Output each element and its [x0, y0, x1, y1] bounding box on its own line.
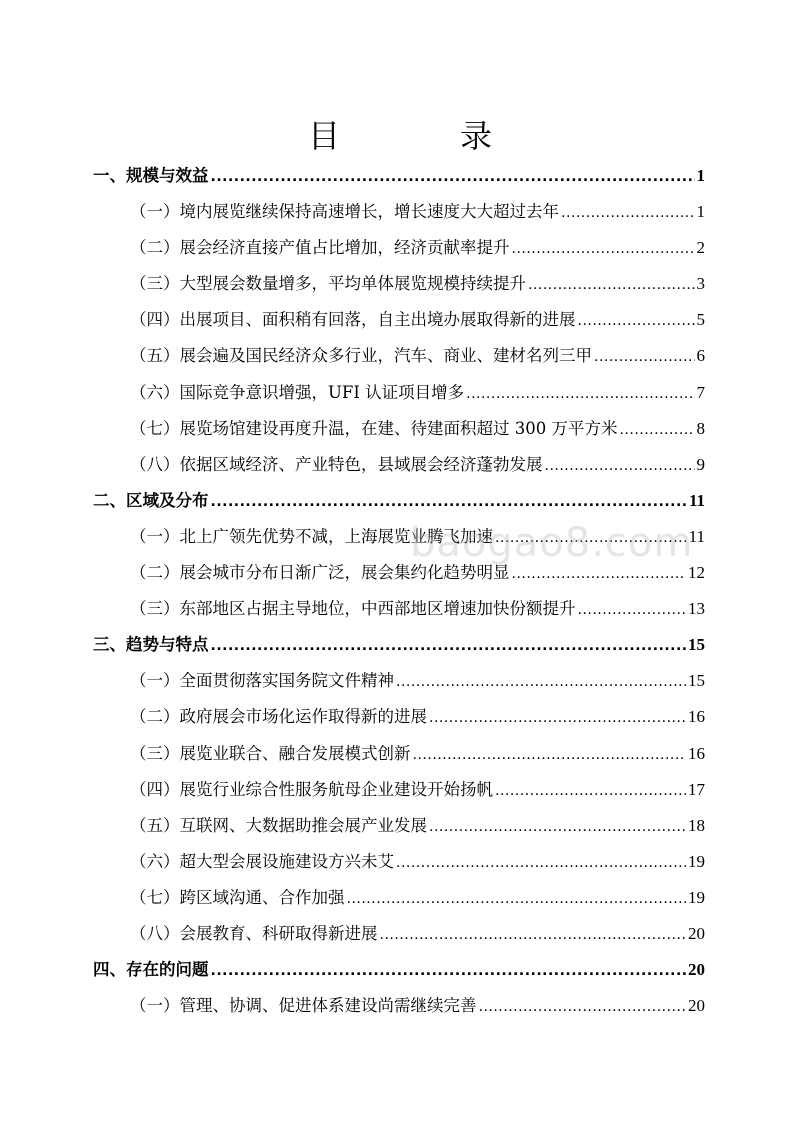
- dot-leader: [561, 195, 695, 230]
- toc-entry-page: 3: [696, 274, 705, 294]
- toc-entry[interactable]: [93, 591, 705, 627]
- toc-entry-label: 四、存在的问题: [93, 960, 209, 980]
- toc-entry-label: 三、趋势与特点: [93, 635, 209, 655]
- toc-entry-label: （六）国际竞争意识增强，UFI 认证项目增多: [130, 382, 465, 402]
- toc-entry-page: 18: [688, 815, 705, 835]
- toc-entry-label: （五）互联网、大数据助推会展产业发展: [130, 815, 427, 835]
- dot-leader: [429, 700, 686, 735]
- toc-entry-label: （一）境内展览继续保持高速增长，增长速度大大超过去年: [130, 202, 559, 222]
- dot-leader: [545, 448, 695, 483]
- toc-title: 目 录: [307, 117, 536, 155]
- toc-entry-label: （七）展览场馆建设再度升温，在建、待建面积超过 300 万平方米: [130, 418, 618, 438]
- toc-entry[interactable]: [93, 808, 705, 844]
- toc-entry-label: （五）展会遍及国民经济众多行业，汽车、商业、建材名列三甲: [130, 346, 592, 366]
- dot-leader: [495, 773, 686, 808]
- toc-entry[interactable]: [93, 627, 705, 663]
- toc-entry-page: 1: [696, 166, 705, 185]
- toc-entry[interactable]: [93, 411, 705, 447]
- toc-entry-page: 1: [696, 202, 705, 222]
- dot-leader: [512, 231, 695, 266]
- toc-entry-label: （四）展览行业综合性服务航母企业建设开始扬帆: [130, 779, 493, 799]
- toc-entry[interactable]: [93, 663, 705, 699]
- dot-leader: [396, 845, 686, 880]
- dot-leader: [578, 303, 695, 338]
- toc-entry-label: （三）大型展会数量增多，平均单体展览规模持续提升: [130, 274, 526, 294]
- toc-entry-page: 15: [688, 635, 705, 655]
- toc-entry-label: 二、区域及分布: [93, 490, 209, 510]
- toc-entry-label: （六）超大型会展设施建设方兴未艾: [130, 851, 394, 871]
- dot-leader: [594, 339, 695, 374]
- toc-entry-page: 16: [688, 743, 705, 763]
- toc-entry[interactable]: [93, 158, 705, 194]
- toc-entry-page: 11: [688, 490, 705, 510]
- toc-entry-page: 20: [688, 996, 705, 1016]
- toc-entry-page: 6: [696, 346, 705, 366]
- toc-entry[interactable]: [93, 699, 705, 735]
- dot-leader: [619, 412, 694, 447]
- toc-entry[interactable]: [93, 988, 705, 1024]
- watermark: baogao8.com: [410, 520, 694, 566]
- toc-entry-page: 2: [696, 238, 705, 258]
- toc-entry-label: （七）跨区域沟通、合作加强: [130, 887, 345, 907]
- toc-entry-label: （二）展会经济直接产值占比增加，经济贡献率提升: [130, 238, 510, 258]
- dot-leader: [479, 989, 687, 1024]
- toc-entry-label: （三）东部地区占据主导地位，中西部地区增速加快份额提升: [130, 599, 576, 619]
- dot-leader: [211, 628, 687, 663]
- toc-entry[interactable]: [93, 302, 705, 338]
- dot-leader: [578, 592, 687, 627]
- toc-entry-label: （二）政府展会市场化运作取得新的进展: [130, 707, 427, 727]
- toc-entry[interactable]: [93, 736, 705, 772]
- table-of-contents: [93, 158, 705, 1024]
- toc-entry-label: （一）管理、协调、促进体系建设尚需继续完善: [130, 996, 477, 1016]
- toc-entry[interactable]: [93, 772, 705, 808]
- toc-entry[interactable]: [93, 194, 705, 230]
- dot-leader: [211, 159, 695, 194]
- toc-entry-page: 8: [696, 418, 705, 438]
- dot-leader: [380, 917, 687, 952]
- dot-leader: [528, 267, 695, 302]
- toc-entry-page: 9: [696, 454, 705, 474]
- toc-entry[interactable]: [93, 952, 705, 988]
- toc-entry-label: （二）展会城市分布日渐广泛，展会集约化趋势明显: [130, 563, 510, 583]
- toc-entry-page: 20: [688, 960, 705, 980]
- toc-entry-label: （一）北上广领先优势不减，上海展览业腾飞加速: [130, 526, 493, 546]
- toc-entry[interactable]: [93, 916, 705, 952]
- toc-entry-label: （一）全面贯彻落实国务院文件精神: [130, 671, 394, 691]
- toc-entry[interactable]: [93, 266, 705, 302]
- toc-entry-label: （四）出展项目、面积稍有回落，自主出境办展取得新的进展: [130, 310, 576, 330]
- toc-entry-page: 16: [688, 707, 705, 727]
- dot-leader: [466, 376, 694, 411]
- toc-entry-page: 13: [688, 599, 705, 619]
- toc-entry[interactable]: [93, 447, 705, 483]
- dot-leader: [413, 737, 687, 772]
- toc-entry[interactable]: [93, 338, 705, 374]
- toc-entry-page: 7: [696, 382, 705, 402]
- toc-entry[interactable]: [93, 844, 705, 880]
- dot-leader: [211, 953, 687, 988]
- toc-entry-page: 11: [688, 526, 705, 546]
- toc-entry-label: （三）展览业联合、融合发展模式创新: [130, 743, 411, 763]
- toc-entry-page: 20: [688, 923, 705, 943]
- toc-entry-page: 19: [688, 851, 705, 871]
- toc-entry-label: 一、规模与效益: [93, 166, 209, 185]
- toc-entry-page: 17: [688, 779, 705, 799]
- dot-leader: [211, 484, 687, 519]
- toc-entry[interactable]: [93, 483, 705, 519]
- toc-entry[interactable]: [93, 880, 705, 916]
- toc-entry-page: 5: [696, 310, 705, 330]
- dot-leader: [429, 809, 686, 844]
- toc-entry-page: 12: [688, 563, 705, 583]
- toc-entry[interactable]: [93, 375, 705, 411]
- dot-leader: [347, 881, 687, 916]
- toc-entry-page: 19: [688, 887, 705, 907]
- dot-leader: [396, 664, 686, 699]
- toc-entry[interactable]: [93, 230, 705, 266]
- toc-entry-label: （八）依据区域经济、产业特色，县域展会经济蓬勃发展: [130, 454, 543, 474]
- toc-entry-page: 15: [688, 671, 705, 691]
- toc-entry-label: （八）会展教育、科研取得新进展: [130, 923, 378, 943]
